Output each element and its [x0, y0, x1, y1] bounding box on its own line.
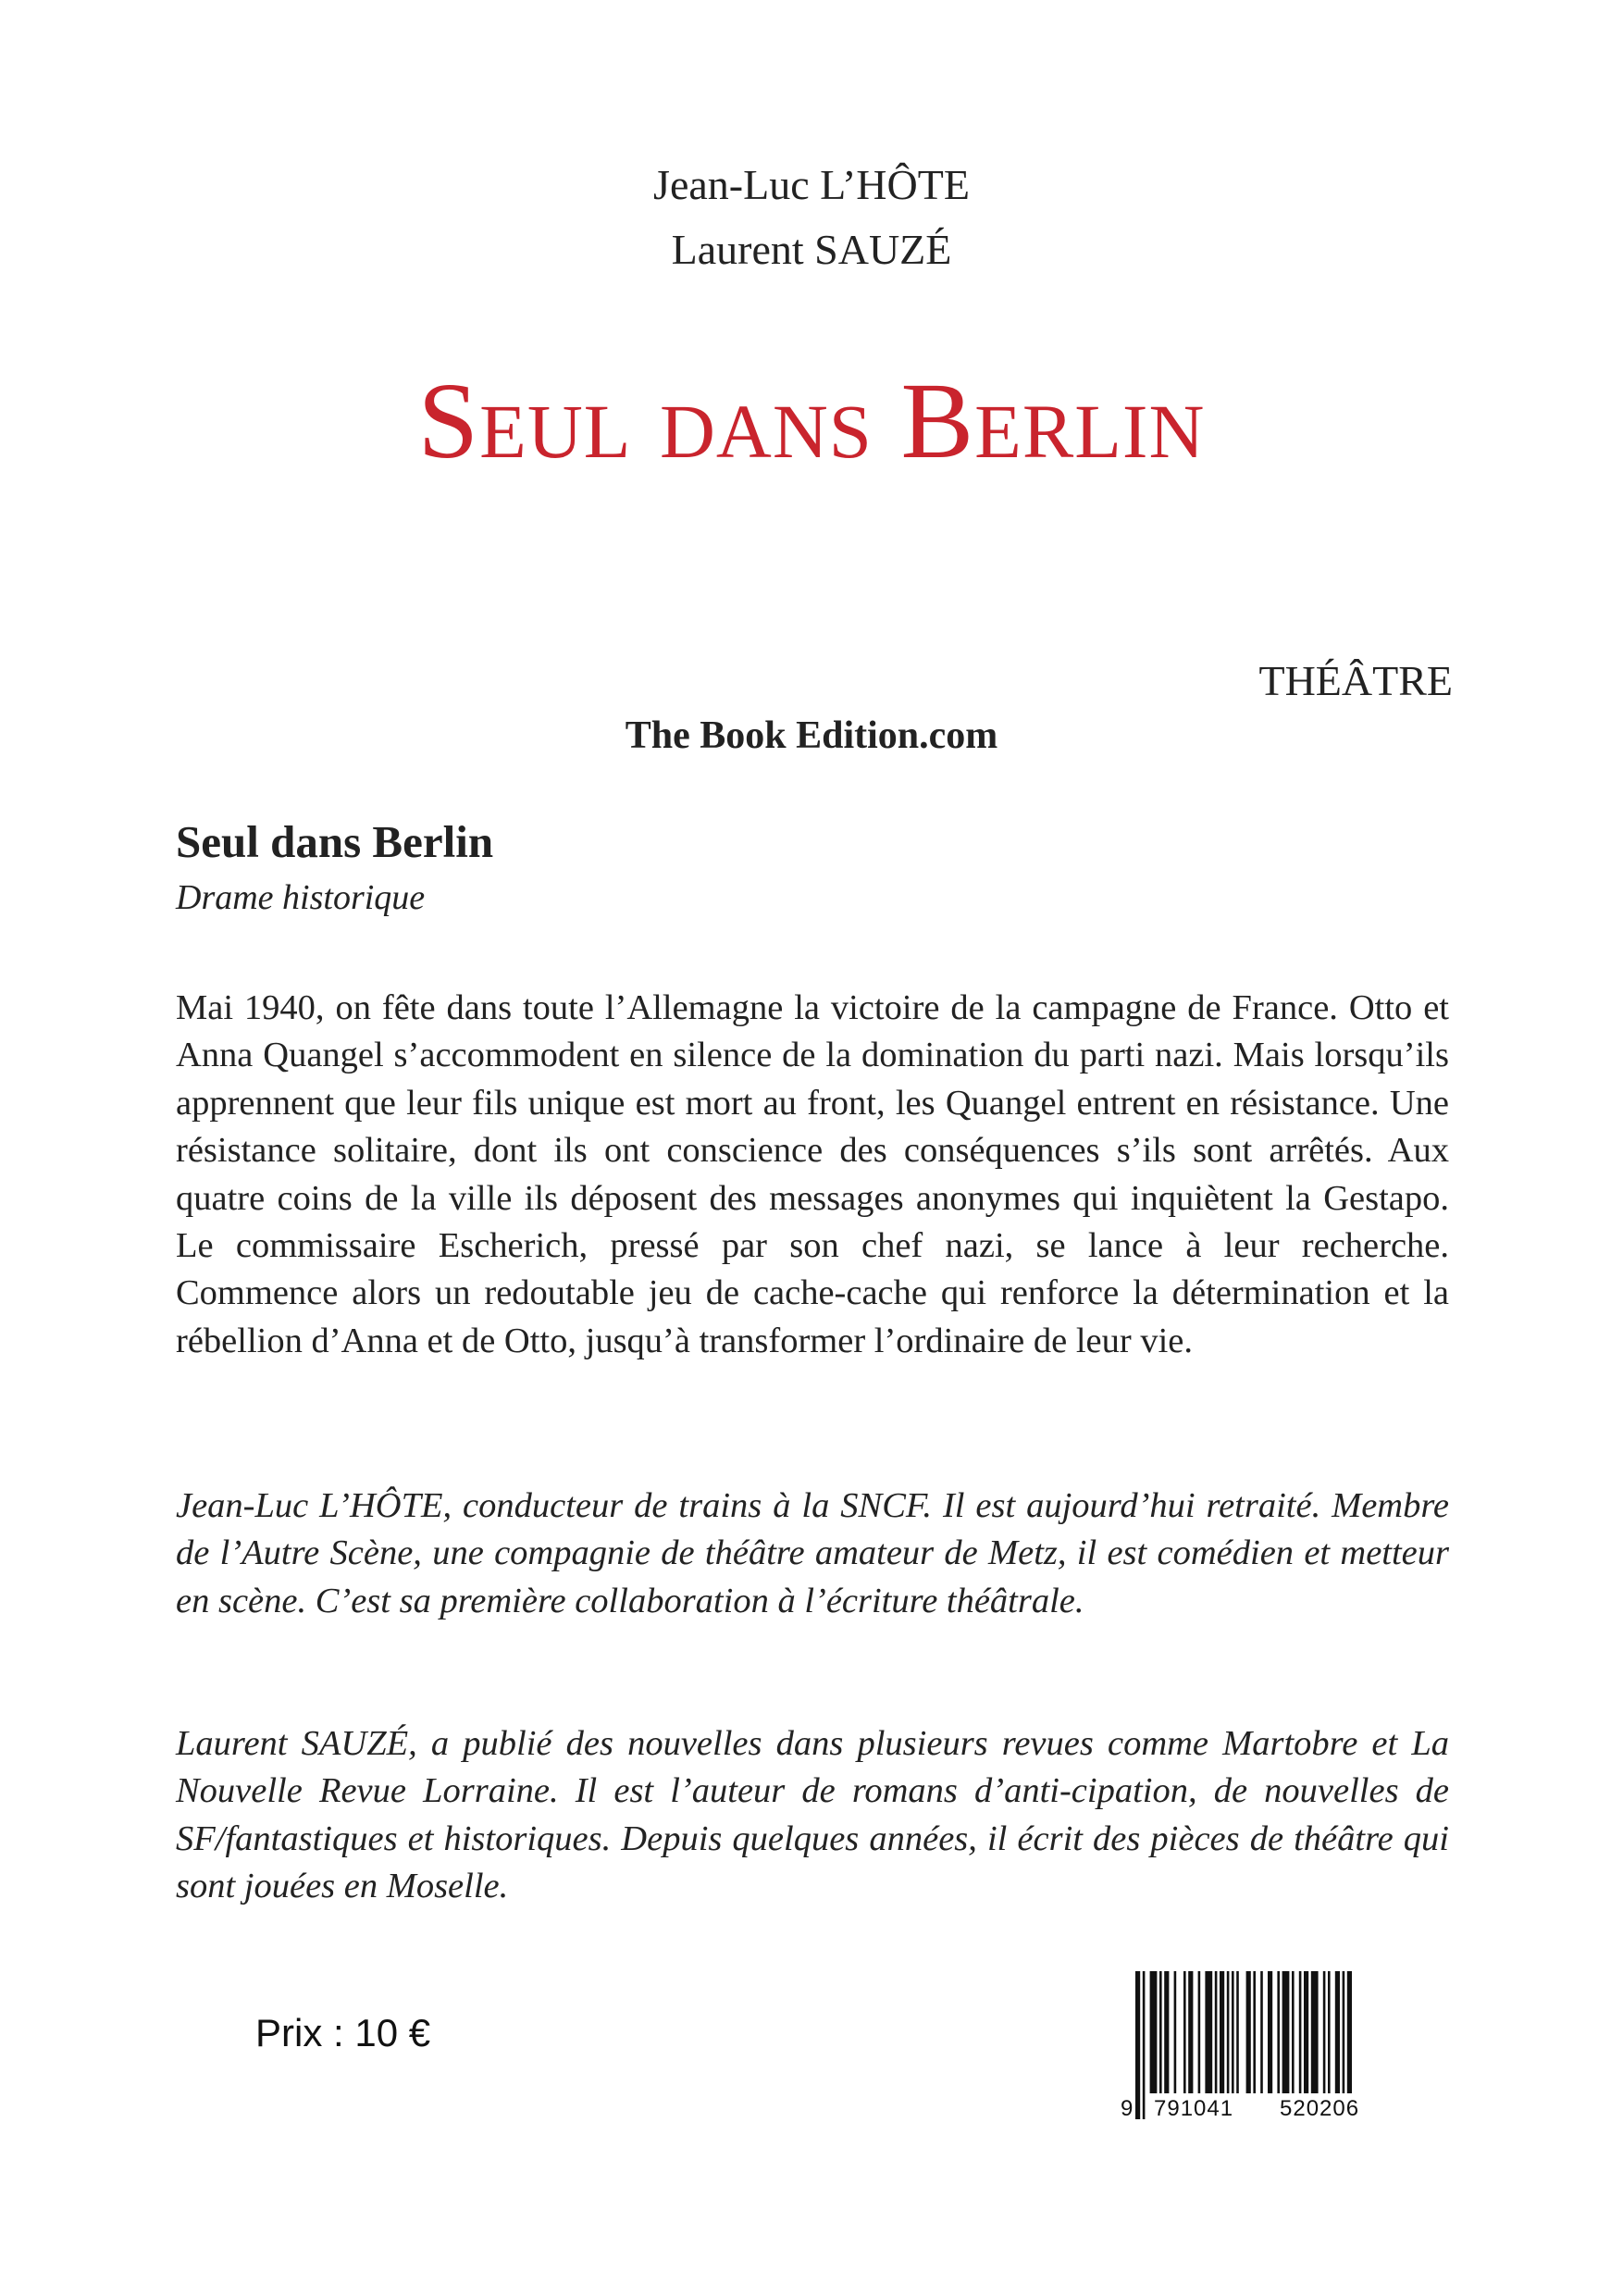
- barcode-digits: [1119, 2093, 1387, 2125]
- barcode-bar: [1304, 1971, 1308, 2093]
- barcode-bar: [1246, 1971, 1251, 2093]
- genre-label: THÉÂTRE: [1258, 657, 1453, 704]
- barcode-bar: [1215, 1971, 1218, 2093]
- barcode-bar: [1205, 1971, 1212, 2093]
- barcode-bar: [1220, 1971, 1224, 2093]
- barcode-bar: [1227, 1971, 1230, 2093]
- barcode-bar: [1335, 1971, 1340, 2093]
- barcode-bar: [1253, 1971, 1256, 2093]
- author-2: Laurent SAUZÉ: [671, 226, 952, 273]
- barcode-bar: [1236, 1971, 1239, 2093]
- price-label: Prix : 10 €: [255, 2011, 431, 2054]
- barcode-bar: [1323, 1971, 1326, 2093]
- barcode-bar: [1328, 1971, 1331, 2093]
- author-1: Jean-Luc L’HÔTE: [653, 161, 970, 208]
- barcode-lead-digit: 9: [1119, 2093, 1134, 2125]
- barcode-bar: [1150, 1971, 1158, 2093]
- publisher-name: The Book Edition.com: [625, 714, 998, 757]
- barcode-right-digits: 520206: [1278, 2093, 1361, 2125]
- book-subtitle: Drame historique: [176, 878, 426, 917]
- barcode-bar: [1268, 1971, 1272, 2093]
- author-bio-2: Laurent SAUZÉ, a publié des nouvelles dans plusieurs revues comme Martobre et La Nouvelle Revue Lorraine. Il est l’auteur de romans d’anti-cipation, de nouvelles de SF/fantastiques et historiques. Depuis quelques années, il écrit des pièces de théâtre qui sont jouées en Moselle.: [176, 1724, 1449, 1906]
- barcode-bar: [1198, 1971, 1201, 2093]
- barcode-bar: [1292, 1971, 1295, 2093]
- barcode-bar: [1164, 1971, 1169, 2093]
- barcode-bar: [1174, 1971, 1177, 2093]
- barcode-left-digits: 791041: [1152, 2093, 1235, 2125]
- barcode-bar: [1311, 1971, 1319, 2093]
- synopsis-paragraph: Mai 1940, on fête dans toute l’Allemagne la victoire de la campagne de France. Otto et Anna Quangel s’accommodent en silence de la domination du parti nazi. Mais lorsqu’ils apprennent que leur fils unique est mort au front, les Quangel entrent en résistance. Une résistance solitaire, dont ils ont conscience des conséquences s’ils sont arrêtés. Aux quatre coins de la ville ils déposent des messages anonymes qui inquiètent la Gestapo. Le commissaire Escherich, pressé par son chef nazi, se lance à leur recherche. Commence alors un redoutable jeu de cache-cache qui renforce la détermination et la rébellion d’Anna et de Otto, jusqu’à transformer l’ordinaire de leur vie.: [176, 988, 1449, 1360]
- cover-title: Seul dans Berlin: [417, 360, 1206, 481]
- barcode-bar: [1277, 1971, 1280, 2093]
- barcode-bar: [1183, 1971, 1186, 2093]
- authors-block: [0, 153, 1623, 282]
- book-title: Seul dans Berlin: [176, 816, 494, 867]
- barcode-bar: [1282, 1971, 1290, 2093]
- barcode-bar: [1188, 1971, 1193, 2093]
- barcode-bar: [1299, 1971, 1302, 2093]
- barcode-bar: [1232, 1971, 1234, 2093]
- barcode-bar: [1159, 1971, 1162, 2093]
- author-bio-1: Jean-Luc L’HÔTE, conducteur de trains à la SNCF. Il est aujourd’hui retraité. Membre de l’Autre Scène, une compagnie de théâtre amateur de Metz, il est comédien et metteur en scène. C’est sa première collaboration à l’écriture théâtrale.: [176, 1486, 1449, 1620]
- barcode-bar: [1260, 1971, 1263, 2093]
